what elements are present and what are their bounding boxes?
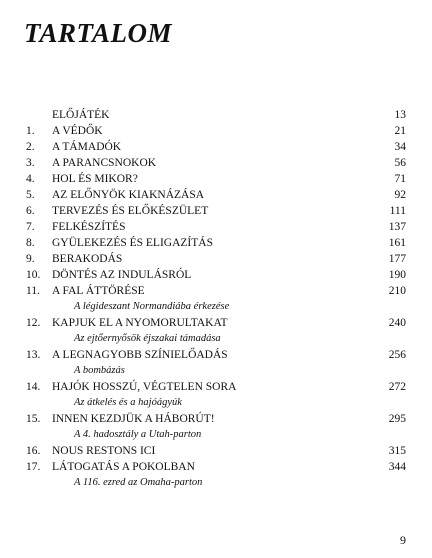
- toc-entry-number: 5.: [26, 189, 35, 201]
- toc-entry-subtitle: A 4. hadosztály a Utah-parton: [74, 429, 202, 440]
- toc-entry: [26, 459, 406, 475]
- toc-entry-page: 295: [388, 413, 406, 425]
- toc-entry: [26, 267, 406, 283]
- toc-entry: [26, 203, 406, 219]
- toc-entry-title: FELKÉSZÍTÉS: [52, 221, 126, 233]
- toc-entry-page: 190: [388, 269, 406, 281]
- toc-entry-page: 240: [388, 317, 406, 329]
- toc-entry-title: BERAKODÁS: [52, 253, 123, 265]
- toc-entry-subtitle: A bombázás: [74, 365, 125, 376]
- toc-entry-title: ELŐJÁTÉK: [52, 109, 110, 121]
- toc-entry-number: 11.: [26, 285, 40, 297]
- toc-entry-title: INNEN KEZDJÜK A HÁBORÚT!: [52, 413, 215, 425]
- toc-entry: [26, 235, 406, 251]
- toc-entry: [26, 443, 406, 459]
- toc-entry-title: HAJÓK HOSSZÚ, VÉGTELEN SORA: [52, 381, 237, 393]
- toc-entry-title: TERVEZÉS ÉS ELŐKÉSZÜLET: [52, 205, 209, 217]
- toc-entry-number: 6.: [26, 205, 35, 217]
- toc-entry-number: 1.: [26, 125, 35, 137]
- toc-entry: [26, 155, 406, 171]
- toc-entry-title: DÖNTÉS AZ INDULÁSRÓL: [52, 269, 192, 281]
- toc-entry-number: 10.: [26, 269, 41, 281]
- toc-entry: [26, 219, 406, 235]
- toc-entry: [26, 187, 406, 203]
- toc-entry-number: 3.: [26, 157, 35, 169]
- toc-entry: [26, 347, 406, 363]
- toc-entry-page: 344: [388, 461, 406, 473]
- toc-entry-title: NOUS RESTONS ICI: [52, 445, 156, 457]
- toc-entry-page: 210: [388, 285, 406, 297]
- toc-entry-page: 137: [388, 221, 406, 233]
- toc-entry-title: AZ ELŐNYÖK KIAKNÁZÁSA: [52, 189, 205, 201]
- toc-entry-subtitle: A légideszant Normandiába érkezése: [74, 301, 230, 312]
- toc-entry: [26, 123, 406, 139]
- toc-entry-title: HOL ÉS MIKOR?: [52, 173, 138, 185]
- toc-entry-page: 161: [388, 237, 406, 249]
- toc-entry-page: 92: [394, 189, 406, 201]
- toc-entry-title: A FAL ÁTTÖRÉSE: [52, 285, 145, 297]
- toc-entry-number: 12.: [26, 317, 41, 329]
- toc-entry-title: KAPJUK EL A NYOMORULTAKAT: [52, 317, 228, 329]
- toc-entry-page: 21: [394, 125, 406, 137]
- toc-entry-title: A TÁMADÓK: [52, 141, 122, 153]
- toc-entry-page: 177: [388, 253, 406, 265]
- toc-entry-page: 13: [394, 109, 406, 121]
- toc-entry: [26, 139, 406, 155]
- toc-entry-title: LÁTOGATÁS A POKOLBAN: [52, 461, 195, 473]
- toc-entry: [26, 411, 406, 427]
- toc-entry-subtitle: Az átkelés és a hajóágyúk: [74, 397, 182, 408]
- toc-entry: [26, 107, 406, 123]
- toc-entry: [26, 379, 406, 395]
- toc-entry-subtitle: A 116. ezred az Omaha-parton: [74, 477, 203, 488]
- toc-entry-page: 315: [388, 445, 406, 457]
- toc-entry-page: 256: [388, 349, 406, 361]
- toc-entry-subtitle: Az ejtőernyősök éjszakai támadása: [74, 333, 221, 344]
- page-title: TARTALOM: [24, 18, 173, 48]
- table-of-contents: [26, 107, 406, 491]
- toc-entry-title: A LEGNAGYOBB SZÍNIELŐADÁS: [52, 349, 228, 361]
- toc-entry: [26, 171, 406, 187]
- toc-entry: [26, 283, 406, 299]
- toc-entry-page: 272: [388, 381, 406, 393]
- toc-entry-number: 7.: [26, 221, 35, 233]
- toc-entry-page: 56: [394, 157, 406, 169]
- toc-entry: [26, 315, 406, 331]
- toc-entry-number: 16.: [26, 445, 41, 457]
- toc-entry-number: 2.: [26, 141, 35, 153]
- toc-entry-number: 4.: [26, 173, 35, 185]
- toc-entry-page: 71: [394, 173, 406, 185]
- toc-entry-number: 8.: [26, 237, 35, 249]
- toc-entry-number: 13.: [26, 349, 41, 361]
- toc-entry-number: 9.: [26, 253, 35, 265]
- toc-entry-number: 15.: [26, 413, 41, 425]
- page-number: 9: [400, 533, 406, 547]
- toc-entry-title: GYÜLEKEZÉS ÉS ELIGAZÍTÁS: [52, 237, 213, 249]
- toc-entry-number: 14.: [26, 381, 41, 393]
- toc-entry-number: 17.: [26, 461, 41, 473]
- toc-entry-page: 111: [389, 205, 406, 217]
- toc-entry-title: A PARANCSNOKOK: [52, 157, 157, 169]
- toc-entry-page: 34: [394, 141, 406, 153]
- toc-entry: [26, 251, 406, 267]
- toc-entry-title: A VÉDŐK: [52, 125, 103, 137]
